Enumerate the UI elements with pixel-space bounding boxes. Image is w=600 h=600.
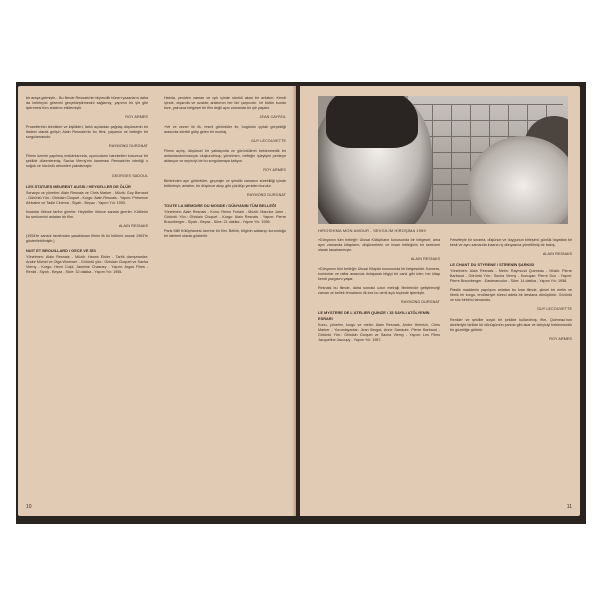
author-signature: ROY ARMES — [125, 115, 148, 120]
body-paragraph: Yönetmen: Alain Resnais - Metin: Raymond Queneau - Müzik: Pierre Barbaud - Görüntü Yön.: Sacha Vierny - Konuşan: Pierre Dux - Yapım: Pierre Braunberger - Eastmancolor - Süre: 14 dakika - Yapım Yılı: 1958. — [450, 269, 572, 284]
author-signature: JEAN CAYROL — [259, 115, 286, 120]
author-signature: ROY ARMES — [549, 336, 572, 341]
section-heading: LES STATUES MEURENT AUSSI / HEYKELLER DE ÖLÜR — [26, 183, 131, 189]
author-signature: GUY LECOUVETTE — [537, 307, 572, 312]
body-paragraph: bir araya gelmiştir... Bu filmde Resnais'nin biçimcilik hüneri yazarların daha da belirleyici görevini gerçekleştirmesini sağlamış, yapının bir şiir gibi işlenmesi tüm anlatımı etkilemiştir. — [26, 96, 148, 111]
author-signature: RAYMOND DURGNAT — [108, 144, 148, 149]
section-heading: LE CHANT DU STYRENE / STİRENİN ŞARKISI — [450, 262, 535, 268]
body-paragraph: Yönetmen: Alain Resnais - Müzik: Hanns Eisler - Tarihi danışmanlar: Andre Michel ve Olga Wormser - Görüntü yön.: Ghislain Cloquet ve Sacha Vierny - Kurgu: Henri Colpi, Jasmine Chasney - Yapım: Argos Films - Renkli - Siyah - Beyaz - Süre: 32 dakika - Yapım Yılı: 1955. — [26, 255, 148, 275]
body-paragraph: «Dünyanın tüm belleği» Ulusal Kütüphane konusunda bir belgesel; ama aynı zamanda kitapların, düşüncelerin ve insan belleğinin bir serüveni olarak tasarlanmıştır. — [318, 238, 440, 253]
body-paragraph: Filmin açılış, düşünsel bir yaklaşımla ve görüntülerin beklenmedik bir anlamlandırılmasıyla oluşturulmuş; yönetmen, belleğin işleyişini perdeye aktarıyor ve seyirciyi de bu sorgulamaya katıyor. — [164, 149, 286, 164]
body-paragraph: Hatırla, yeniden zaman ve ışık içinde sürekli akan bir anlatım; Kendi içinde, dışarıda ve uzakta; anlatımın her biri çarpıcıdır. Ve bütün bunlar bize, yalnızca belgesel bir film değil aynı zamanda bir şiir yaşatır. — [164, 96, 286, 111]
right-page — [300, 86, 580, 516]
body-paragraph: Renkler ve şekiller soyut bir şekilde kullanılmış; film, Queneau'nun dizeleriyle birlikte bir dönüşümün şarkısı gibi akar ve izleyiciyi beklenmedik bir güzelliğe götürür. — [450, 317, 572, 332]
body-paragraph: Paris Milli Kütüphanesi üzerine bir film. Bellek, bilginin saklanıp korunduğu bir labirent olarak gösterilir. — [164, 228, 286, 238]
body-paragraph: Felsefeyle bir sınama, düşünce ve duygunun birleşimi; günlük hayattan bir kesit ve aynı zamanda insanın iç dünyasına yöneltilmiş bir bakış. — [450, 238, 572, 248]
author-signature: ALAIN RESNAIS — [410, 257, 440, 262]
body-paragraph: «Dünyanın tüm belleği» Ulusal Kitaplık konusunda bir belgeseldir. Kamera, koridorlar ve raflar arasında dolaşarak bilgiyi bir canlı gibi izler; her kitap kendi yazgısını yaşar. — [318, 267, 440, 282]
page-number-right: 11 — [566, 504, 572, 510]
right-column-2 — [450, 238, 572, 347]
body-paragraph: Birbirinden ayrı görüntüler, geçmişin ve şimdiki zamanın sürekliliği içinde bütünleşir; anlatım, bir düşünce akışı gibi çözülüp yeniden kurulur. — [164, 178, 286, 188]
author-signature: ALAIN RESNAIS — [542, 252, 572, 257]
body-paragraph: Prosetlerinin teknikleri ve kişilikleri, farklı açılardan çağdaş düşüncenin bir ifadesi olarak gelişir; Alain Resnais'nin bu filmi, yaşamın ve belleğin bir sorgulamasıdır. — [26, 125, 148, 140]
author-signature: ROY ARMES — [263, 168, 286, 173]
film-still-photo — [318, 96, 568, 224]
body-paragraph: Konu, yönetim, kurgu ve metin: Alain Resnais, Andre Heinrich, Chris Marker - Yorumlayanlar: Jean Brugot, Anne Sarraute, Pierre Barbaud - Görüntü Yön.: Ghislain Cloquet ve Sacha Vierny - Yapım: Les Films Jacqueline Jacoupy - Yapım Yılı: 1957. — [318, 322, 440, 342]
author-signature: GUY LECOUVETTE — [251, 139, 286, 144]
section-heading: NUIT ET BROUILLARD / GECE VE SİS — [26, 247, 96, 253]
body-paragraph: «Ve ve ceza» ile ilk, resmi görüntüler ile, bugünün çıplak gerçekliği arasında sürekli gidip gelen bir montaj. — [164, 125, 286, 135]
author-signature: RAYMOND DURGNAT — [400, 300, 440, 305]
left-page — [18, 86, 296, 516]
body-paragraph: Senaryo ve yönetim: Alain Resnais ve Chris Marker - Müzik: Guy Bernard - Görüntü Yön.: Ghislain Cloquet - Kurgu: Alain Resnais - Yapım: Présence Africaine ve Tadié Cinéma - Siyah - Beyaz - Yapım Yılı: 1953. — [26, 190, 148, 205]
body-paragraph: (1954'te sansür tarafından yasaklanan filmin ilk iki bölümü ancak 1963'te gösterilebilmiştir.) — [26, 233, 148, 243]
author-signature: ALAIN RESNAIS — [118, 223, 148, 228]
page-number-left: 10 — [26, 504, 32, 510]
author-signature: GEORGES SADOUL — [111, 173, 148, 178]
body-paragraph: Resnais bu filmde, daha sonraki uzun metrajlı filmlerinde geliştireceği zaman ve bellek temalarını ilk kez bu denli açık biçimde işlemiştir. — [318, 286, 440, 296]
left-column-2 — [164, 96, 286, 243]
author-signature: RAYMOND DURGNAT — [246, 192, 286, 197]
body-paragraph: Filmin özenle yapılmış mekânlarında, oyuncuların hareketleri kusursuz bir şekilde düzenlenmiş; Sacha Vierny'nin kamerası Resnais'nin istediği o soğuk ve hüzünlü atmosferi yakalamıştır. — [26, 154, 148, 169]
section-heading: LE MYSTERE DE L'ATELIER QUINZE / 15 SAYILI ATÖLYENİN ESRARI — [318, 310, 430, 321]
body-paragraph: Yönetmen: Alain Resnais - Konu: Remo Forlani - Müzik: Maurice Jarre - Görüntü Yön.: Ghislain Cloquet - Kurgu: Alain Resnais - Yapım: Pierre Braunberger - Siyah - Beyaz - Süre: 21 dakika - Yapım Yılı: 1956. — [164, 209, 286, 224]
photo-man-hair — [326, 96, 418, 148]
section-heading: TOUTE LA MEMOIRE DU MONDE / DÜNYANIN TÜM BELLEĞİ — [164, 202, 277, 208]
left-column-1 — [26, 96, 148, 279]
body-paragraph: İnsanlar ölünce tarihe girerler. Heykeller ölünce sanata girerler. Kültürün bu serüvenini anlatan bir film. — [26, 209, 148, 219]
photo-caption: HIROSHIMA MON AMOUR - SEVGİLİM HİROŞİMA 1959 — [318, 228, 426, 233]
body-paragraph: Plastik maddenin yapılışını anlatan bu kısa filmde, şiirsel bir metin ve ritmik bir kurgu, endüstriyel süreci adeta bir destana dönüştürür. Görüntü ve söz birbirini tamamlar. — [450, 288, 572, 303]
right-column-1 — [318, 238, 440, 347]
